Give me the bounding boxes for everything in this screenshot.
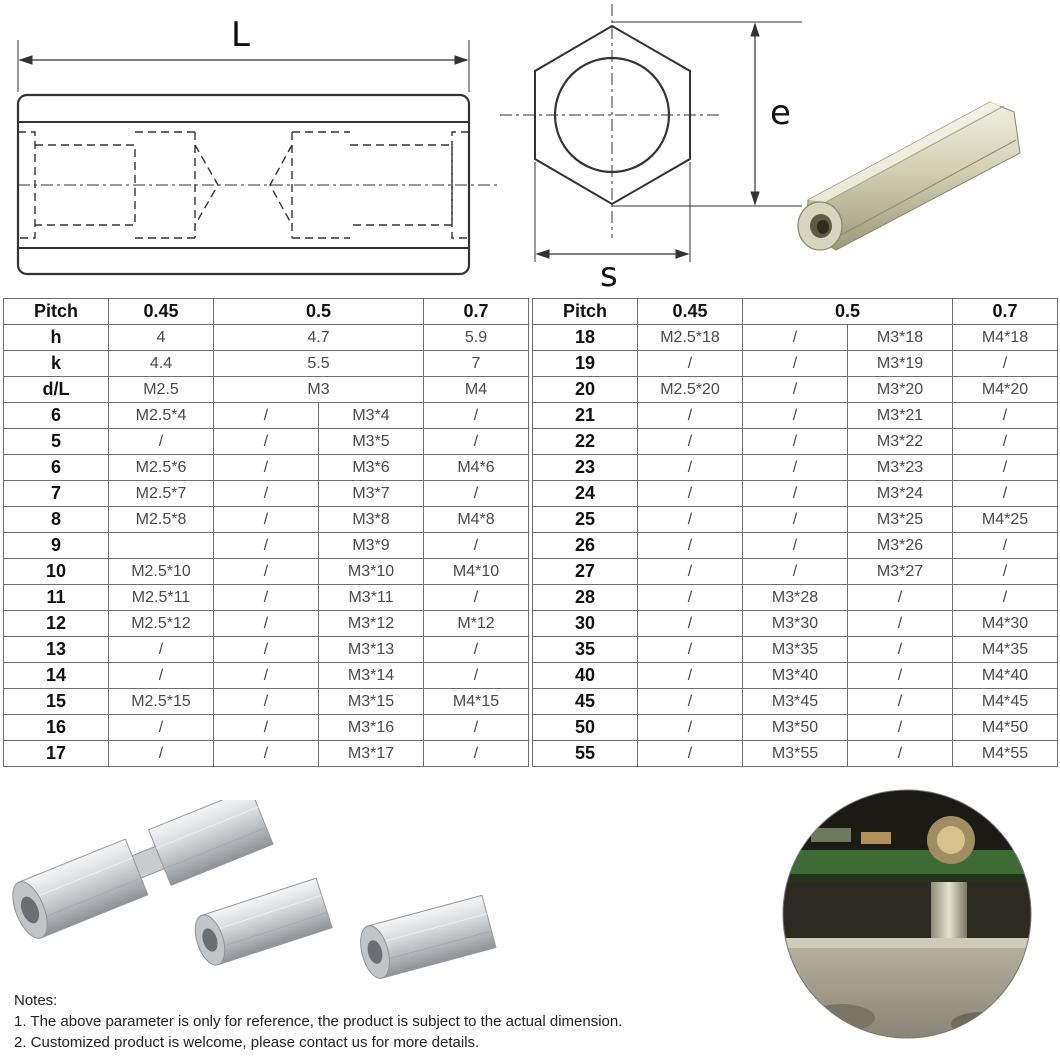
size-cell: M4*55 (953, 741, 1058, 767)
size-cell: / (638, 429, 743, 455)
length-cell: 17 (4, 741, 109, 767)
size-cell: M4*20 (953, 377, 1058, 403)
size-cell: / (638, 611, 743, 637)
length-cell: 19 (533, 351, 638, 377)
pitch-header-row (533, 299, 1058, 325)
table-row (533, 689, 1058, 715)
size-cell: / (638, 507, 743, 533)
size-cell: / (743, 377, 848, 403)
size-cell: M2.5*10 (109, 559, 214, 585)
length-cell: 21 (533, 403, 638, 429)
size-cell (109, 533, 214, 559)
length-cell: 6 (4, 455, 109, 481)
size-cell: / (638, 351, 743, 377)
size-cell: / (638, 403, 743, 429)
length-cell: 12 (4, 611, 109, 637)
table-row (533, 455, 1058, 481)
size-cell: M4*50 (953, 715, 1058, 741)
length-cell: 13 (4, 637, 109, 663)
size-cell: / (424, 533, 529, 559)
length-cell: 7 (4, 481, 109, 507)
size-cell: / (953, 533, 1058, 559)
table-row (533, 403, 1058, 429)
pitch-value: 0.45 (638, 299, 743, 325)
size-cell: / (638, 455, 743, 481)
size-cell: M3*5 (319, 429, 424, 455)
table-row (533, 507, 1058, 533)
param-value: M3 (214, 377, 424, 403)
table-row (4, 741, 529, 767)
length-cell: 14 (4, 663, 109, 689)
table-row (4, 715, 529, 741)
pitch-label: Pitch (533, 299, 638, 325)
length-cell: 55 (533, 741, 638, 767)
size-cell: M3*4 (319, 403, 424, 429)
note-item: 2. Customized product is welcome, please contact us for more details. (14, 1034, 480, 1051)
size-cell: M3*25 (848, 507, 953, 533)
size-cell: / (848, 741, 953, 767)
table-row (533, 611, 1058, 637)
size-cell: / (743, 507, 848, 533)
size-cell: M3*18 (848, 325, 953, 351)
aluminum-standoffs-photo (10, 800, 530, 1000)
table-row (533, 741, 1058, 767)
table-row (4, 585, 529, 611)
size-cell: / (743, 403, 848, 429)
size-cell: M3*20 (848, 377, 953, 403)
size-cell: / (214, 403, 319, 429)
size-cell: / (214, 741, 319, 767)
param-row-k (4, 351, 529, 377)
size-cell: M3*16 (319, 715, 424, 741)
size-cell: M3*7 (319, 481, 424, 507)
pitch-header-row (4, 299, 529, 325)
pitch-value: 0.45 (109, 299, 214, 325)
size-cell: / (743, 533, 848, 559)
size-cell: M3*30 (743, 611, 848, 637)
size-cell: / (638, 637, 743, 663)
size-cell: M4*40 (953, 663, 1058, 689)
size-cell: / (743, 351, 848, 377)
size-cell: M3*45 (743, 689, 848, 715)
size-cell: / (848, 715, 953, 741)
size-cell: M3*50 (743, 715, 848, 741)
param-label: k (4, 351, 109, 377)
length-cell: 8 (4, 507, 109, 533)
length-cell: 16 (4, 715, 109, 741)
size-cell: / (424, 403, 529, 429)
size-cell: M4*8 (424, 507, 529, 533)
notes-heading: Notes: (14, 992, 58, 1009)
pitch-value: 0.7 (953, 299, 1058, 325)
size-cell: / (214, 481, 319, 507)
length-cell: 26 (533, 533, 638, 559)
length-cell: 23 (533, 455, 638, 481)
param-value: M2.5 (109, 377, 214, 403)
size-cell: / (214, 507, 319, 533)
standoff-render-image (798, 102, 1020, 250)
length-cell: 50 (533, 715, 638, 741)
table-row (533, 481, 1058, 507)
size-cell: / (953, 481, 1058, 507)
length-cell: 27 (533, 559, 638, 585)
length-cell: 11 (4, 585, 109, 611)
length-cell: 6 (4, 403, 109, 429)
size-cell: / (424, 741, 529, 767)
length-cell: 18 (533, 325, 638, 351)
size-cell: / (953, 585, 1058, 611)
length-cell: 22 (533, 429, 638, 455)
size-cell: M3*11 (319, 585, 424, 611)
notes-section (14, 990, 622, 1053)
size-cell: M4*6 (424, 455, 529, 481)
length-cell: 15 (4, 689, 109, 715)
size-cell: M4*15 (424, 689, 529, 715)
size-cell: / (953, 559, 1058, 585)
table-row (4, 559, 529, 585)
size-cell: / (743, 481, 848, 507)
size-cell: / (848, 637, 953, 663)
size-cell: / (953, 429, 1058, 455)
param-value: M4 (424, 377, 529, 403)
size-cell: M3*8 (319, 507, 424, 533)
size-cell: M3*15 (319, 689, 424, 715)
size-cell: / (214, 533, 319, 559)
size-cell: / (743, 455, 848, 481)
size-cell: / (638, 559, 743, 585)
table-row (533, 351, 1058, 377)
size-cell: / (109, 637, 214, 663)
size-cell: M4*30 (953, 611, 1058, 637)
table-row (533, 663, 1058, 689)
size-cell: M2.5*15 (109, 689, 214, 715)
param-row-thread (4, 377, 529, 403)
table-row (533, 429, 1058, 455)
table-row (4, 455, 529, 481)
size-cell: / (214, 585, 319, 611)
size-cell: M3*21 (848, 403, 953, 429)
size-cell: M3*9 (319, 533, 424, 559)
size-cell: M3*17 (319, 741, 424, 767)
size-cell: / (214, 663, 319, 689)
length-cell: 10 (4, 559, 109, 585)
size-cell: M3*35 (743, 637, 848, 663)
table-row (533, 533, 1058, 559)
size-cell: / (424, 429, 529, 455)
size-cell: M3*12 (319, 611, 424, 637)
table-row (533, 559, 1058, 585)
size-cell: / (214, 455, 319, 481)
table-row (4, 507, 529, 533)
length-cell: 25 (533, 507, 638, 533)
size-cell: / (109, 663, 214, 689)
size-cell: M3*28 (743, 585, 848, 611)
size-cell: / (848, 611, 953, 637)
length-cell: 45 (533, 689, 638, 715)
hex-end-view-drawing (500, 4, 802, 262)
size-cell: / (424, 481, 529, 507)
length-label: L (231, 15, 250, 55)
size-cell: / (743, 429, 848, 455)
length-cell: 5 (4, 429, 109, 455)
size-cell: / (638, 715, 743, 741)
size-cell: / (953, 455, 1058, 481)
length-cell: 35 (533, 637, 638, 663)
pitch-value: 0.5 (743, 299, 953, 325)
table-row (4, 611, 529, 637)
size-cell: / (424, 663, 529, 689)
size-cell: M3*10 (319, 559, 424, 585)
size-cell: / (953, 351, 1058, 377)
size-cell: M3*22 (848, 429, 953, 455)
param-label: d/L (4, 377, 109, 403)
table-row (4, 403, 529, 429)
size-cell: M3*6 (319, 455, 424, 481)
length-cell: 40 (533, 663, 638, 689)
size-cell: M3*26 (848, 533, 953, 559)
length-cell: 28 (533, 585, 638, 611)
size-cell: M2.5*11 (109, 585, 214, 611)
length-cell: 30 (533, 611, 638, 637)
size-cell: / (743, 325, 848, 351)
pitch-value: 0.7 (424, 299, 529, 325)
size-cell: / (214, 429, 319, 455)
length-cell: 20 (533, 377, 638, 403)
size-cell: M2.5*8 (109, 507, 214, 533)
size-cell: / (638, 585, 743, 611)
size-cell: / (638, 533, 743, 559)
technical-drawing (0, 0, 1060, 295)
size-cell: M3*19 (848, 351, 953, 377)
size-cell: / (638, 741, 743, 767)
param-value: 4.4 (109, 351, 214, 377)
table-row (533, 585, 1058, 611)
param-row-h (4, 325, 529, 351)
size-cell: / (424, 715, 529, 741)
size-cell: / (424, 585, 529, 611)
size-cell: / (638, 481, 743, 507)
table-row (533, 377, 1058, 403)
param-value: 4.7 (214, 325, 424, 351)
size-cell: M4*25 (953, 507, 1058, 533)
across-corners-label: e (770, 93, 791, 133)
size-cell: M*12 (424, 611, 529, 637)
size-cell: / (109, 715, 214, 741)
note-item: 1. The above parameter is only for reference, the product is subject to the actual dimension. (14, 1013, 623, 1030)
size-cell: / (638, 663, 743, 689)
size-cell: / (743, 559, 848, 585)
size-cell: M3*23 (848, 455, 953, 481)
table-row (4, 429, 529, 455)
length-cell: 24 (533, 481, 638, 507)
size-cell: M3*40 (743, 663, 848, 689)
table-row (533, 637, 1058, 663)
table-row (4, 533, 529, 559)
size-cell: M2.5*18 (638, 325, 743, 351)
size-cell: M4*35 (953, 637, 1058, 663)
size-cell: M2.5*12 (109, 611, 214, 637)
size-cell: M4*45 (953, 689, 1058, 715)
param-value: 4 (109, 325, 214, 351)
param-value: 5.5 (214, 351, 424, 377)
table-row (4, 637, 529, 663)
size-cell: / (214, 689, 319, 715)
table-row (533, 325, 1058, 351)
size-cell: M3*55 (743, 741, 848, 767)
pcb-application-photo (781, 788, 1033, 1040)
size-cell: / (214, 637, 319, 663)
size-cell: M4*18 (953, 325, 1058, 351)
spec-table-right (532, 298, 1058, 767)
size-cell: / (953, 403, 1058, 429)
size-cell: M2.5*4 (109, 403, 214, 429)
table-row (4, 481, 529, 507)
length-cell: 9 (4, 533, 109, 559)
table-row (4, 689, 529, 715)
size-cell: / (848, 663, 953, 689)
size-cell: M3*13 (319, 637, 424, 663)
size-cell: / (109, 741, 214, 767)
pitch-label: Pitch (4, 299, 109, 325)
size-cell: / (109, 429, 214, 455)
spec-table-left (3, 298, 529, 767)
size-cell: M4*10 (424, 559, 529, 585)
table-row (533, 715, 1058, 741)
size-cell: M2.5*20 (638, 377, 743, 403)
side-view-drawing (18, 40, 500, 274)
param-label: h (4, 325, 109, 351)
size-cell: / (848, 585, 953, 611)
across-flats-label: s (600, 255, 618, 295)
size-cell: / (214, 559, 319, 585)
table-row (4, 663, 529, 689)
size-cell: M2.5*6 (109, 455, 214, 481)
size-cell: M3*14 (319, 663, 424, 689)
size-cell: / (638, 689, 743, 715)
size-cell: / (214, 611, 319, 637)
size-cell: / (214, 715, 319, 741)
pitch-value: 0.5 (214, 299, 424, 325)
size-cell: M2.5*7 (109, 481, 214, 507)
size-cell: / (424, 637, 529, 663)
size-cell: / (848, 689, 953, 715)
size-cell: M3*24 (848, 481, 953, 507)
param-value: 7 (424, 351, 529, 377)
param-value: 5.9 (424, 325, 529, 351)
size-cell: M3*27 (848, 559, 953, 585)
